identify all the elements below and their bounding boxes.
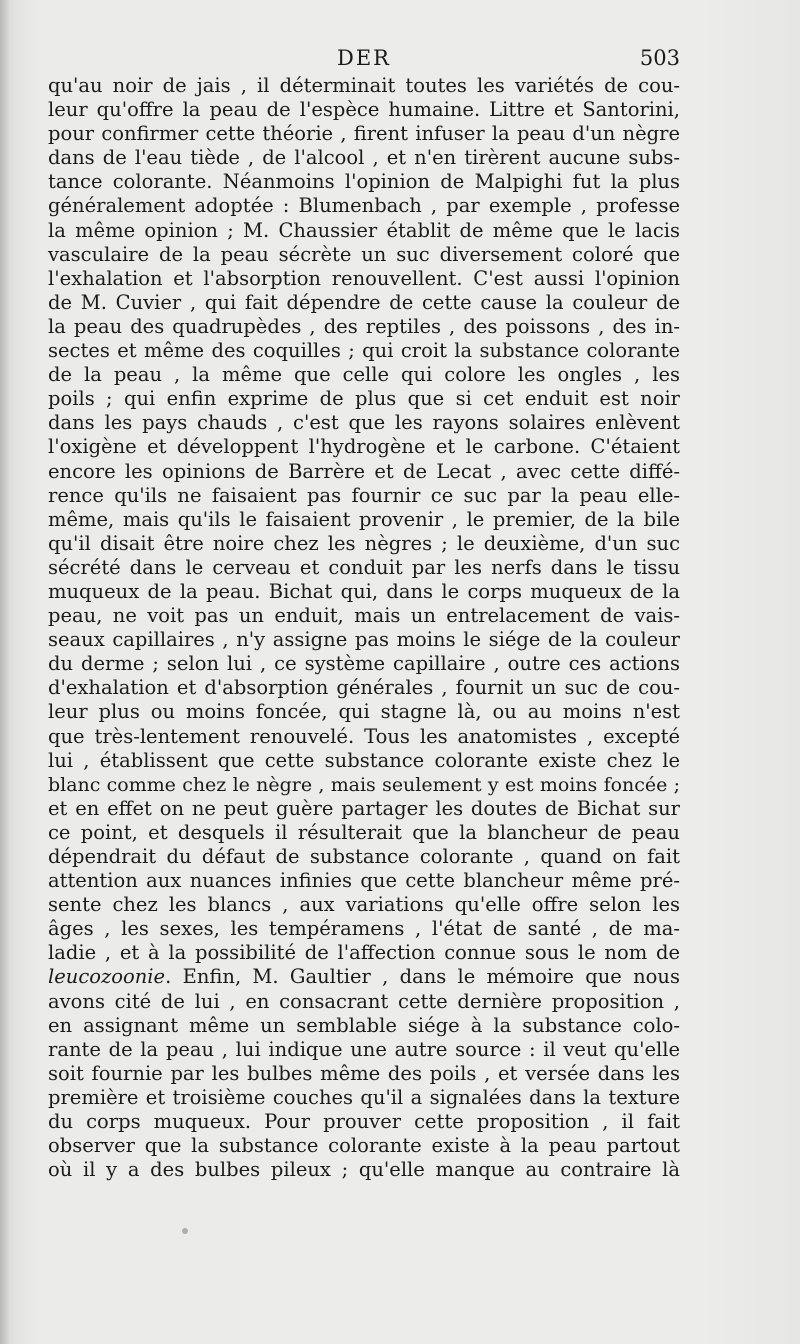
text-line: leur qu'offre la peau de l'espèce humaine. Littre et Santorini,: [48, 98, 680, 122]
text-line: généralement adoptée : Blumenbach , par exemple , professe: [48, 194, 680, 218]
text-line: de M. Cuvier , qui fait dépendre de cette cause la couleur de: [48, 290, 680, 314]
text-line: pour confirmer cette théorie , firent infuser la peau d'un nègre: [48, 122, 680, 146]
text-line: d'exhalation et d'absorption générales , fournit un suc de cou-: [48, 676, 680, 700]
text-line: même, mais qu'ils le faisaient provenir , le premier, de la bile: [48, 507, 680, 531]
body-text: [48, 74, 680, 1182]
text-line: sente chez les blancs , aux variations qu'elle offre selon les: [48, 893, 680, 917]
text-line: avons cité de lui , en consacrant cette dernière proposition ,: [48, 989, 680, 1013]
text-line: l'exhalation et l'absorption renouvellent. C'est aussi l'opinion: [48, 266, 680, 290]
text-line: leur plus ou moins foncée, qui stagne là, ou au moins n'est: [48, 700, 680, 724]
page-header: [48, 44, 680, 74]
text-line: ce point, et desquels il résulterait que la blancheur de peau: [48, 820, 680, 844]
ink-speck: [182, 1228, 188, 1234]
text-line: attention aux nuances infinies que cette blancheur même pré-: [48, 869, 680, 893]
text-line: muqueux de la peau. Bichat qui, dans le corps muqueux de la: [48, 579, 680, 603]
text-line: poils ; qui enfin exprime de plus que si cet enduit est noir: [48, 387, 680, 411]
page-number: 503: [639, 46, 680, 70]
text-line: seaux capillaires , n'y assigne pas moins le siége de la couleur: [48, 628, 680, 652]
text-line: du corps muqueux. Pour prouver cette proposition , il fait: [48, 1110, 680, 1134]
text-line: où il y a des bulbes pileux ; qu'elle manque au contraire là: [48, 1158, 680, 1182]
text-line: l'oxigène et développent l'hydrogène et le carbone. C'étaient: [48, 435, 680, 459]
text-line: première et troisième couches qu'il a signalées dans la texture: [48, 1085, 680, 1109]
text-line: qu'il disait être noire chez les nègres ; le deuxième, d'un suc: [48, 531, 680, 555]
text-line-italic: [48, 965, 680, 989]
text-line: en assignant même un semblable siége à la substance colo-: [48, 1013, 680, 1037]
text-line: soit fournie par les bulbes même des poils , et versée dans les: [48, 1061, 680, 1085]
italic-line-rest: . Enfin, M. Gaultier , dans le mémoire que nous: [165, 965, 680, 989]
text-line: blanc comme chez le nègre , mais seulement y est moins foncée ;: [48, 773, 680, 796]
running-head: DER: [337, 46, 391, 70]
text-line: qu'au noir de jais , il déterminait toutes les variétés de cou-: [48, 74, 680, 97]
text-line: dans les pays chauds , c'est que les rayons solaires enlèvent: [48, 411, 680, 435]
text-line: et en effet on ne peut guère partager les doutes de Bichat sur: [48, 796, 680, 820]
text-line: rante de la peau , lui indique une autre source : il veut qu'elle: [48, 1037, 680, 1061]
text-line: de la peau , la même que celle qui colore les ongles , les: [48, 363, 680, 387]
text-line: la peau des quadrupèdes , des reptiles , des poissons , des in-: [48, 314, 680, 338]
text-line: âges , les sexes, les tempéramens , l'état de santé , de ma-: [48, 917, 680, 941]
text-line: vasculaire de la peau sécrète un suc diversement coloré que: [48, 242, 680, 266]
text-line: dans de l'eau tiède , de l'alcool , et n'en tirèrent aucune subs-: [48, 146, 680, 170]
text-line: observer que la substance colorante existe à la peau partout: [48, 1134, 680, 1158]
text-line: que très-lentement renouvelé. Tous les anatomistes , excepté: [48, 724, 680, 748]
text-line: sécrété dans le cerveau et conduit par les nerfs dans le tissu: [48, 555, 680, 579]
text-line: tance colorante. Néanmoins l'opinion de Malpighi fut la plus: [48, 170, 680, 194]
italic-term: leucozoonie: [48, 965, 166, 989]
text-line: ladie , et à la possibilité de l'affection connue sous le nom de: [48, 941, 680, 965]
text-line: rence qu'ils ne faisaient pas fournir ce suc par la peau elle-: [48, 483, 680, 507]
gutter-shadow: [0, 0, 10, 1344]
text-line: dépendrait du défaut de substance colorante , quand on fait: [48, 845, 680, 868]
text-line: encore les opinions de Barrère et de Lecat , avec cette diffé-: [48, 459, 680, 483]
text-line: sectes et même des coquilles ; qui croit la substance colorante: [48, 339, 680, 363]
text-line: lui , établissent que cette substance colorante existe chez le: [48, 748, 680, 772]
text-line: peau, ne voit pas un enduit, mais un entrelacement de vais-: [48, 604, 680, 628]
text-line: la même opinion ; M. Chaussier établit de même que le lacis: [48, 218, 680, 242]
text-line: du derme ; selon lui , ce système capillaire , outre ces actions: [48, 652, 680, 676]
